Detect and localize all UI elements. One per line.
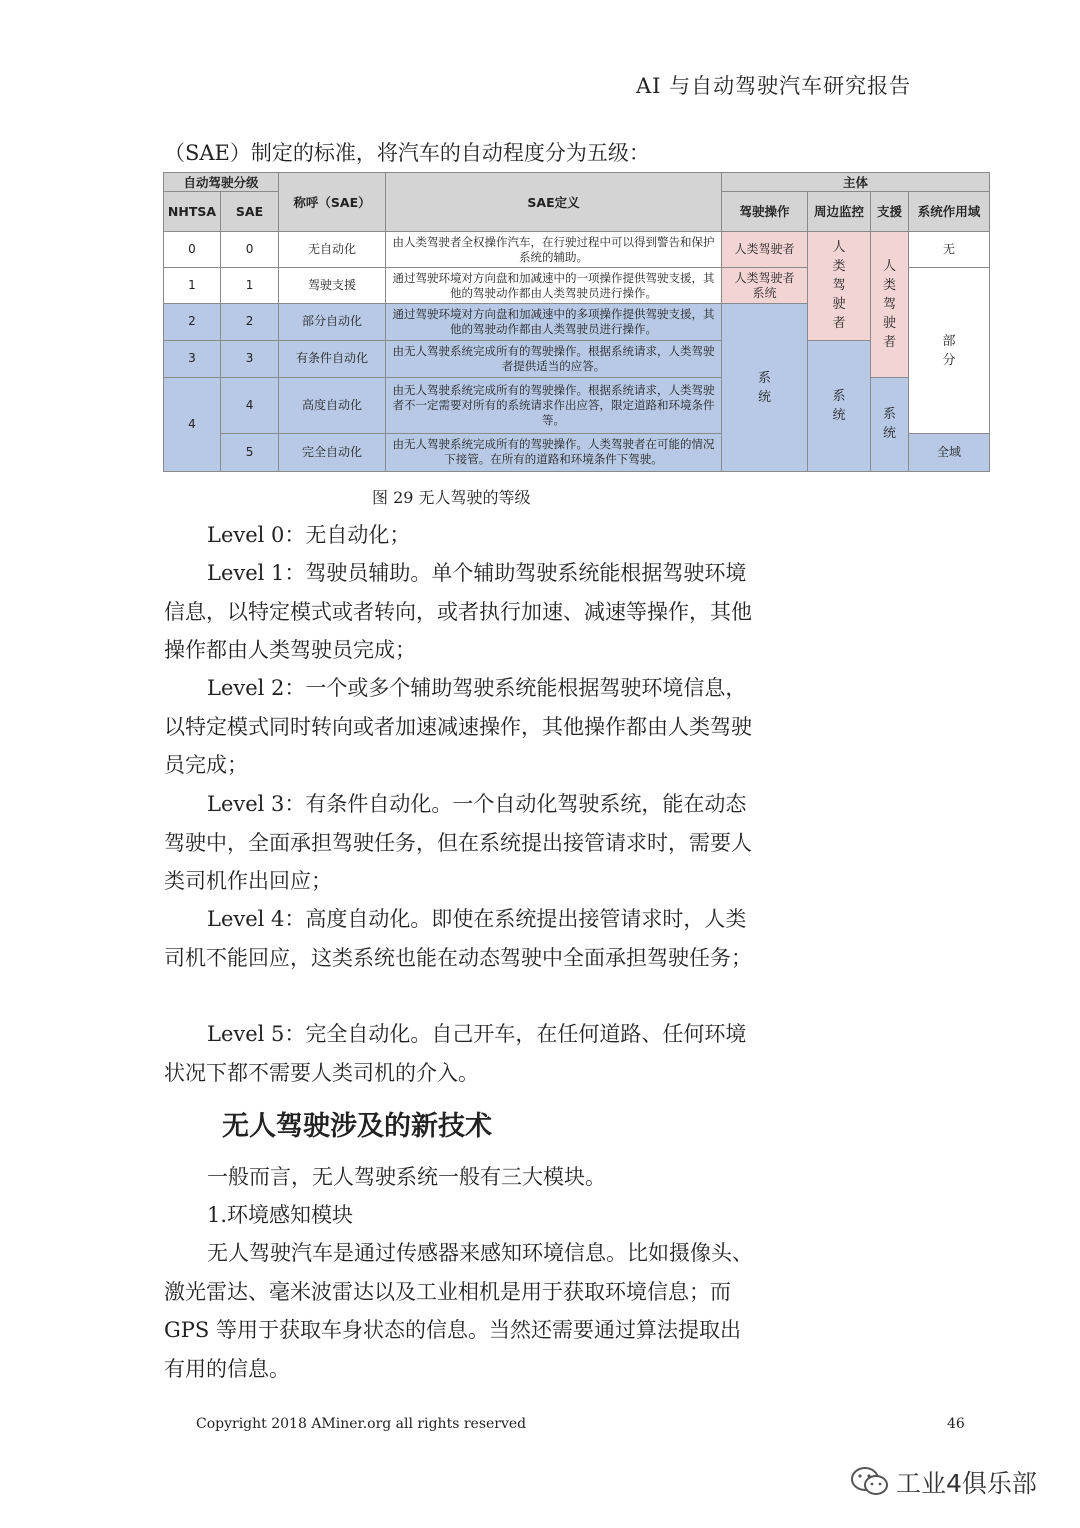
cell-domain-none: 无 [909, 232, 990, 268]
cell-nhtsa: 4 [164, 377, 221, 471]
paragraph-module-body: 无人驾驶汽车是通过传感器来感知环境信息。比如摄像头、激光雷达、毫米波雷达以及工业相机是用于获取环境信息；而 GPS 等用于获取车身状态的信息。当然还需要通过算法提取出有用的信息。 [164, 1241, 753, 1381]
cell-sae: 2 [221, 304, 279, 340]
cell-sae: 3 [221, 340, 279, 377]
cell-name: 驾驶支援 [279, 268, 386, 304]
header-support: 支援 [871, 192, 909, 232]
cell-definition: 由无人驾驶系统完成所有的驾驶操作。人类驾驶者在可能的情况下接管。在所有的道路和环境条件下驾驶。 [386, 433, 722, 471]
header-subject: 主体 [722, 173, 990, 192]
header-drive: 驾驶操作 [722, 192, 808, 232]
cell-monitor-system: 系 统 [808, 340, 871, 471]
cell-name: 高度自动化 [279, 377, 386, 433]
sae-levels-table [163, 172, 990, 472]
paragraph-level-2: Level 2：一个或多个辅助驾驶系统能根据驾驶环境信息，以特定模式同时转向或者加速减速操作，其他操作都由人类驾驶员完成； [164, 676, 752, 777]
cell-nhtsa: 3 [164, 340, 221, 377]
watermark-text: 工业4俱乐部 [896, 1469, 1037, 1498]
running-header: AI 与自动驾驶汽车研究报告 [636, 74, 912, 98]
paragraph-level-3: Level 3：有条件自动化。一个自动化驾驶系统，能在动态驾驶中，全面承担驾驶任务，但在系统提出接管请求时，需要人类司机作出回应； [164, 792, 752, 893]
header-domain: 系统作用域 [909, 192, 990, 232]
paragraph-modules-intro: 一般而言，无人驾驶系统一般有三大模块。 [207, 1165, 606, 1189]
header-name: 称呼（SAE） [279, 173, 386, 232]
table-row [164, 340, 990, 377]
cell-definition: 由无人驾驶系统完成所有的驾驶操作。根据系统请求，人类驾驶者提供适当的应答。 [386, 340, 722, 377]
wechat-icon [850, 1465, 890, 1499]
header-level-group: 自动驾驶分级 [164, 173, 279, 192]
header-sae: SAE [221, 192, 279, 232]
cell-sae: 1 [221, 268, 279, 304]
cell-sae: 5 [221, 433, 279, 471]
paragraph-level-0: Level 0：无自动化； [207, 523, 411, 547]
header-monitor: 周边监控 [808, 192, 871, 232]
paragraph-level-1: Level 1：驾驶员辅助。单个辅助驾驶系统能根据驾驶环境信息，以特定模式或者转向，或者执行加速、减速等操作，其他操作都由人类驾驶员完成； [164, 561, 752, 662]
cell-definition: 由无人驾驶系统完成所有的驾驶操作。根据系统请求，人类驾驶者不一定需要对所有的系统请求作出应答，限定道路和环境条件等。 [386, 377, 722, 433]
watermark [850, 1462, 1037, 1502]
cell-nhtsa: 0 [164, 232, 221, 268]
footer-copyright: Copyright 2018 AMiner.org all rights reserved [196, 1416, 527, 1432]
cell-name: 无自动化 [279, 232, 386, 268]
header-definition: SAE定义 [386, 173, 722, 232]
cell-domain-full: 全域 [909, 433, 990, 471]
cell-name: 完全自动化 [279, 433, 386, 471]
cell-sae: 4 [221, 377, 279, 433]
section-heading: 无人驾驶涉及的新技术 [222, 1111, 492, 1142]
page-number: 46 [947, 1416, 965, 1432]
cell-definition: 由人类驾驶者全权操作汽车，在行驶过程中可以得到警告和保护系统的辅助。 [386, 232, 722, 268]
header-nhtsa: NHTSA [164, 192, 221, 232]
cell-drive-human-system: 人类驾驶者 系统 [722, 268, 808, 304]
cell-nhtsa: 2 [164, 304, 221, 340]
intro-line: （SAE）制定的标准，将汽车的自动程度分为五级： [164, 141, 650, 165]
paragraph-level-4: Level 4：高度自动化。即使在系统提出接管请求时，人类司机不能回应，这类系统也能在动态驾驶中全面承担驾驶任务； [164, 907, 752, 970]
cell-monitor-human: 人 类 驾 驶 者 [808, 232, 871, 340]
table-row [164, 232, 990, 268]
cell-name: 部分自动化 [279, 304, 386, 340]
paragraph-module-title: 1.环境感知模块 [207, 1203, 354, 1227]
figure-caption: 图 29 无人驾驶的等级 [372, 488, 531, 507]
cell-drive-system: 系 统 [722, 304, 808, 472]
cell-drive-human: 人类驾驶者 [722, 232, 808, 268]
cell-support-human: 人 类 驾 驶 者 [871, 232, 909, 377]
cell-domain-partial: 部 分 [909, 268, 990, 434]
cell-name: 有条件自动化 [279, 340, 386, 377]
cell-sae: 0 [221, 232, 279, 268]
cell-support-system: 系 统 [871, 377, 909, 471]
paragraph-level-5: Level 5：完全自动化。自己开车，在任何道路、任何环境状况下都不需要人类司机的介入。 [164, 1022, 747, 1085]
cell-definition: 通过驾驶环境对方向盘和加减速中的一项操作提供驾驶支援，其他的驾驶动作都由人类驾驶员进行操作。 [386, 268, 722, 304]
cell-definition: 通过驾驶环境对方向盘和加减速中的多项操作提供驾驶支援，其他的驾驶动作都由人类驾驶员进行操作。 [386, 304, 722, 340]
cell-nhtsa: 1 [164, 268, 221, 304]
